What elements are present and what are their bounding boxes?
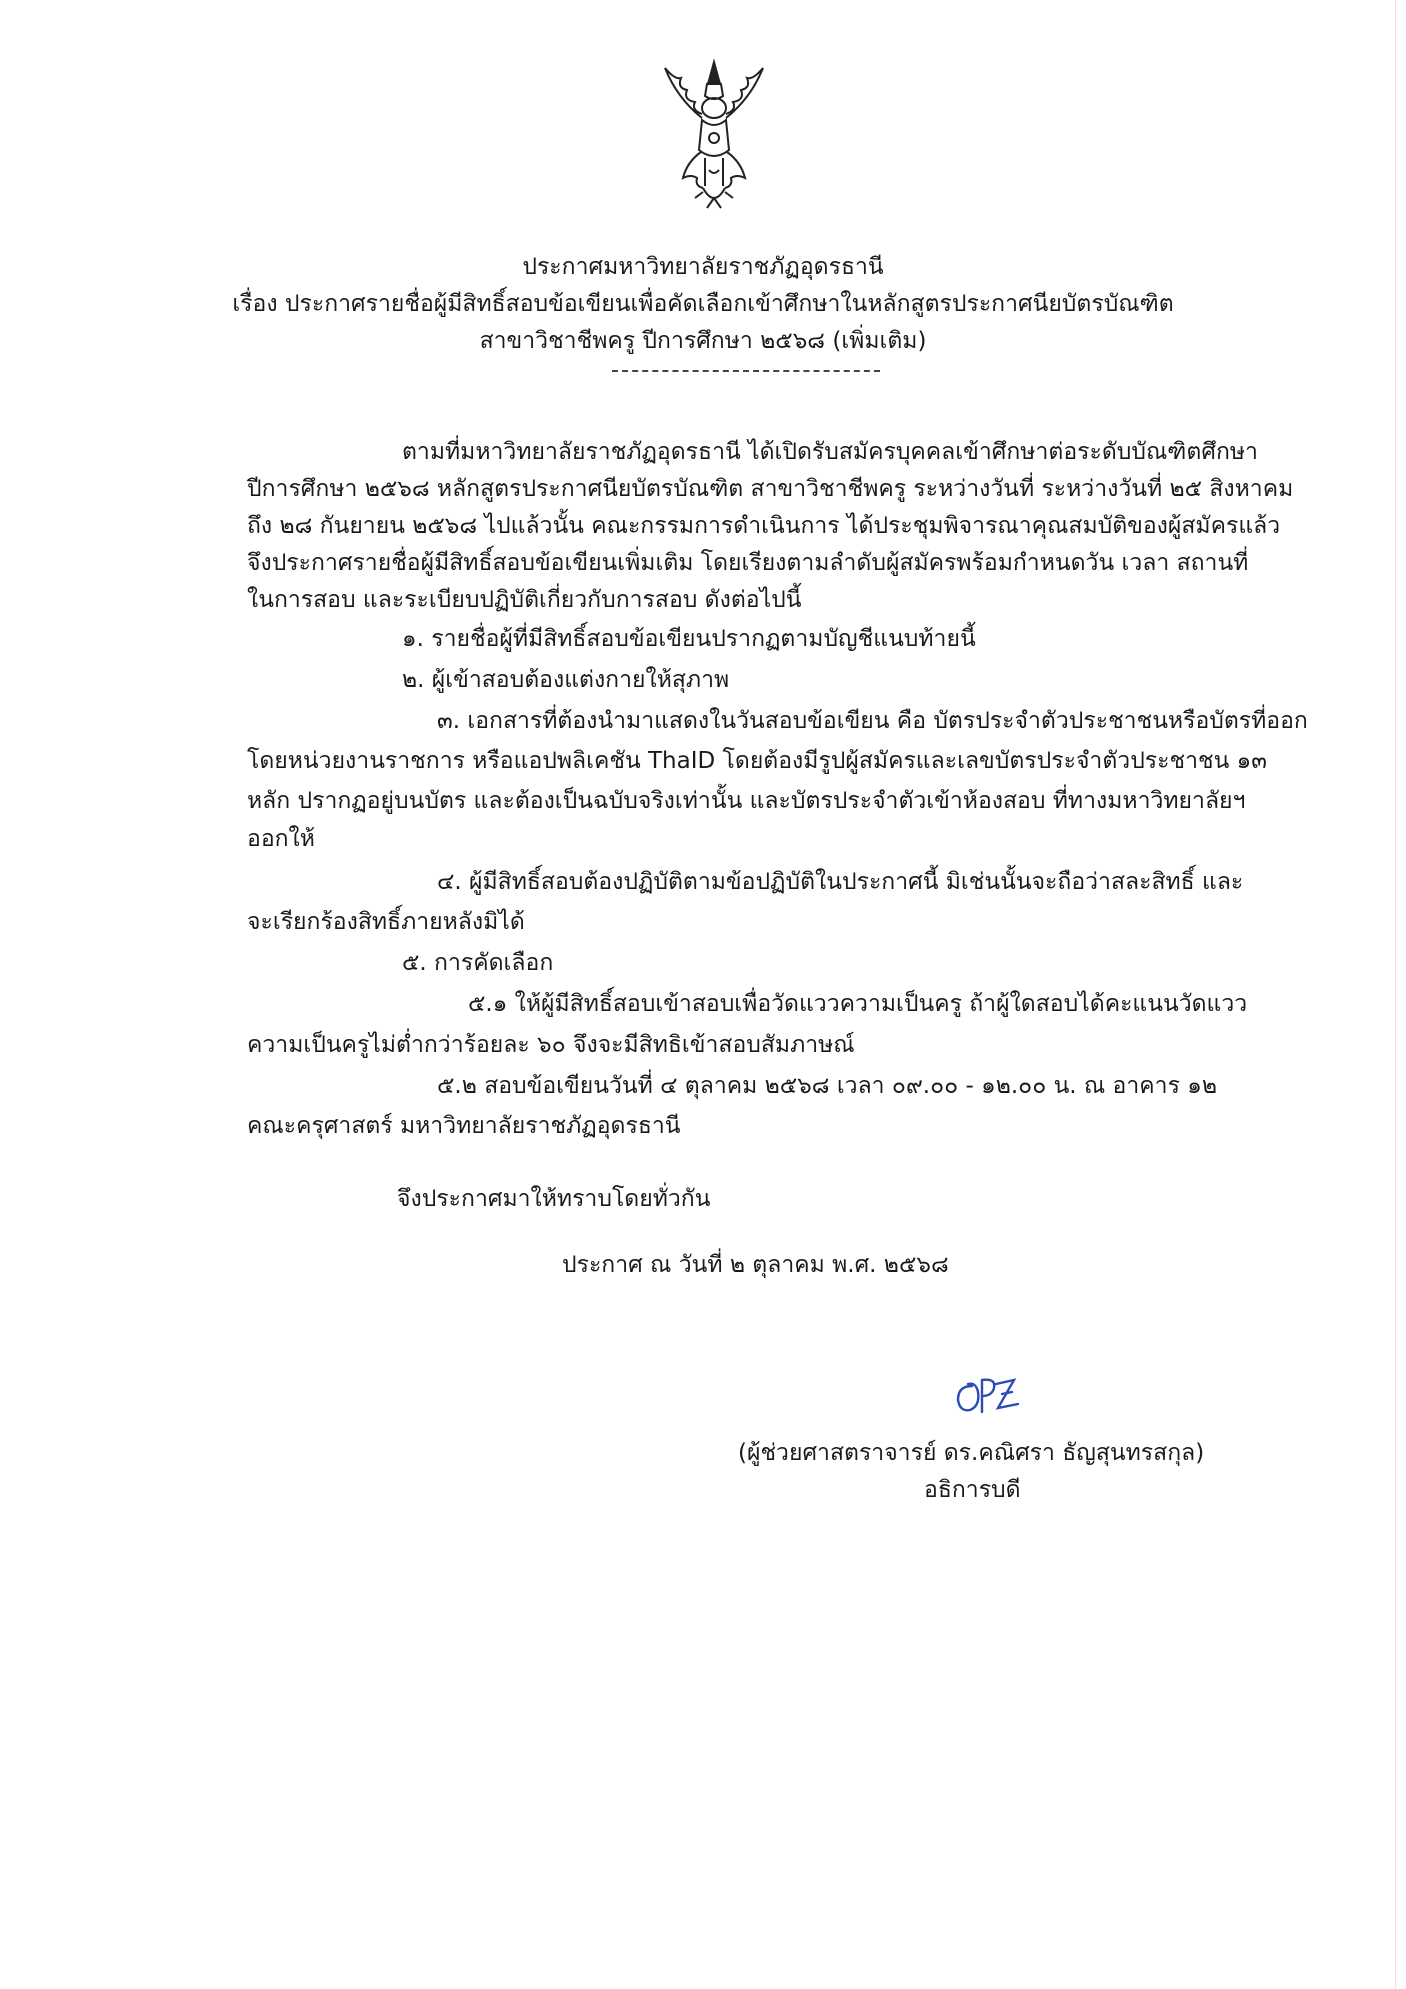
announcement-date: ประกาศ ณ วันที่ ๒ ตุลาคม พ.ศ. ๒๕๖๘ (562, 1252, 949, 1278)
item-4-cont: จะเรียกร้องสิทธิ์ภายหลังมิได้ (247, 909, 525, 935)
paragraph-line: ในการสอบ และระเบียบปฏิบัติเกี่ยวกับการสอบ ดังต่อไปนี้ (247, 587, 802, 613)
paragraph-line: ถึง ๒๘ กันยายน ๒๕๖๘ ไปแล้วนั้น คณะกรรมการดำเนินการ ได้ประชุมพิจารณาคุณสมบัติของผู้สมัครแล้ว (247, 513, 1281, 539)
item-4: ๔. ผู้มีสิทธิ์สอบต้องปฏิบัติตามข้อปฏิบัติในประกาศนี้ มิเช่นนั้นจะถือว่าสละสิทธิ์ และ (437, 869, 1244, 895)
item-5-1-cont: ความเป็นครูไม่ต่ำกว่าร้อยละ ๖๐ จึงจะมีสิทธิเข้าสอบสัมภาษณ์ (247, 1032, 855, 1058)
page-edge-line (1395, 0, 1396, 1989)
handwritten-signature (952, 1372, 1022, 1418)
paragraph-line: ตามที่มหาวิทยาลัยราชภัฏอุดรธานี ได้เปิดรับสมัครบุคคลเข้าศึกษาต่อระดับบัณฑิตศึกษา (402, 439, 1258, 465)
signer-title: อธิการบดี (924, 1477, 1021, 1503)
item-3: ๓. เอกสารที่ต้องนำมาแสดงในวันสอบข้อเขียน คือ บัตรประจำตัวประชาชนหรือบัตรที่ออก (437, 708, 1308, 734)
header-divider (612, 370, 880, 372)
signer-name: (ผู้ช่วยศาสตราจารย์ ดร.คณิศรา ธัญสุนทรสกุล) (738, 1440, 1205, 1466)
closing-text: จึงประกาศมาให้ทราบโดยทั่วกัน (397, 1186, 711, 1212)
item-5: ๕. การคัดเลือก (402, 950, 554, 976)
item-5-2: ๕.๒ สอบข้อเขียนวันที่ ๔ ตุลาคม ๒๕๖๘ เวลา ๐๙.๐๐ - ๑๒.๐๐ น. ณ อาคาร ๑๒ (437, 1073, 1218, 1099)
paragraph-line: ปีการศึกษา ๒๕๖๘ หลักสูตรประกาศนียบัตรบัณฑิต สาขาวิชาชีพครู ระหว่างวันที่ ระหว่างวันที่ ๒๕ สิงหาคม (247, 476, 1294, 502)
item-3-cont: ออกให้ (247, 826, 315, 852)
announcement-subject: เรื่อง ประกาศรายชื่อผู้มีสิทธิ์สอบข้อเขียนเพื่อคัดเลือกเข้าศึกษาในหลักสูตรประกาศนียบัตรบัณฑิต (232, 291, 1174, 317)
announcement-org: ประกาศมหาวิทยาลัยราชภัฏอุดรธานี (522, 254, 884, 280)
item-3-cont: โดยหน่วยงานราชการ หรือแอปพลิเคชัน ThaID โดยต้องมีรูปผู้สมัครและเลขบัตรประจำตัวประชาชน ๑๓ (247, 748, 1267, 774)
garuda-emblem (657, 58, 771, 218)
paragraph-line: จึงประกาศรายชื่อผู้มีสิทธิ์สอบข้อเขียนเพิ่มเติม โดยเรียงตามลำดับผู้สมัครพร้อมกำหนดวัน เวลา สถานที่ (247, 550, 1249, 576)
item-1: ๑. รายชื่อผู้ที่มีสิทธิ์สอบข้อเขียนปรากฏตามบัญชีแนบท้ายนี้ (402, 626, 976, 652)
item-5-2-cont: คณะครุศาสตร์ มหาวิทยาลัยราชภัฏอุดรธานี (247, 1113, 681, 1139)
item-3-cont: หลัก ปรากฏอยู่บนบัตร และต้องเป็นฉบับจริงเท่านั้น และบัตรประจำตัวเข้าห้องสอบ ที่ทางมหาวิทยาลัยฯ (247, 788, 1246, 814)
item-5-1: ๕.๑ ให้ผู้มีสิทธิ์สอบเข้าสอบเพื่อวัดแววความเป็นครู ถ้าผู้ใดสอบได้คะแนนวัดแวว (468, 991, 1248, 1017)
item-2: ๒. ผู้เข้าสอบต้องแต่งกายให้สุภาพ (402, 667, 730, 693)
announcement-subject-line2: สาขาวิชาชีพครู ปีการศึกษา ๒๕๖๘ (เพิ่มเติม) (479, 328, 927, 354)
